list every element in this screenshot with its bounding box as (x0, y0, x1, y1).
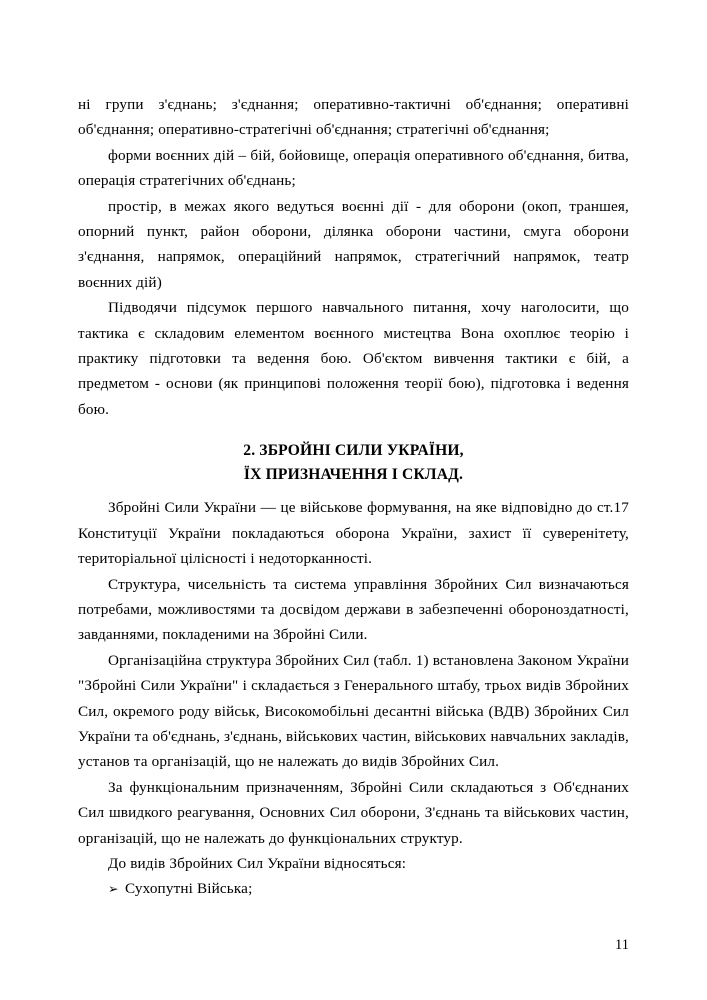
paragraph-4: Підводячи підсумок першого навчального питання, хочу наголосити, що тактика є складовим елементом воєнного мистецтва Вона охоплює теорію і практику підготовки та ведення бою. Об'єктом вивчення тактики є бій, а предметом - основи (як принципові положення теорії бою), підготовка і ведення бою. (78, 299, 629, 418)
paragraph-1: ні групи з'єднань; з'єднання; оперативно-тактичні об'єднання; оперативні об'єднання; оперативно-стратегічні об'єднання; стратегічні об'єднання; (78, 96, 629, 139)
list-item-label: Сухопутні Війська; (125, 880, 253, 898)
page-body (78, 92, 629, 902)
list-item (78, 876, 629, 901)
section-heading (78, 439, 629, 487)
paragraph-6: Структура, чисельність та система управління Збройних Сил визначаються потребами, можливостями та досвідом держави в забезпеченні обороноздатності, завданнями, покладеними на Збройні Сили. (78, 575, 629, 644)
paragraph-2: форми воєнних дій – бій, бойовище, операція оперативного об'єднання, битва, операція стратегічних об'єднань; (78, 146, 629, 190)
paragraph-8: За функціональним призначенням, Збройні Сили складаються з Об'єднаних Сил швидкого реагування, Основних Сил оборони, З'єднань та військових частин, організацій, що не належать до функціональних структур. (78, 778, 629, 847)
paragraph-9: До видів Збройних Сил України відносяться: (108, 854, 407, 872)
paragraph-5: Збройні Сили України — це військове формування, на яке відповідно до ст.17 Конституції України покладаються оборона України, захист її суверенітету, територіальної цілісності і недоторканності. (78, 499, 629, 568)
section-heading-line-2: ЇХ ПРИЗНАЧЕННЯ І СКЛАД. (243, 466, 464, 484)
page-number: 11 (615, 937, 629, 953)
section-heading-line-1: 2. ЗБРОЙНІ СИЛИ УКРАЇНИ, (243, 442, 464, 460)
paragraph-3: простір, в межах якого ведуться воєнні дії - для оборони (окоп, траншея, опорний пункт, район оборони, ділянка оборони частини, смуга оборони з'єднання, напрямок, операційний напрямок, стратегічний напрямок, театр воєнних дій) (78, 197, 629, 291)
paragraph-7: Організаційна структура Збройних Сил (табл. 1) встановлена Законом України "Збройні Сили України" і складається з Генерального штабу, трьох видів Збройних Сил, окремого роду військ, Високомобільні десантні війська (ВДВ) Збройних Сил України та об'єднань, з'єднань, військових частин, військових навчальних закладів, установ та організацій, що не належать до видів Збройних Сил. (78, 651, 629, 771)
arrow-bullet-icon: ➢ (108, 881, 119, 897)
